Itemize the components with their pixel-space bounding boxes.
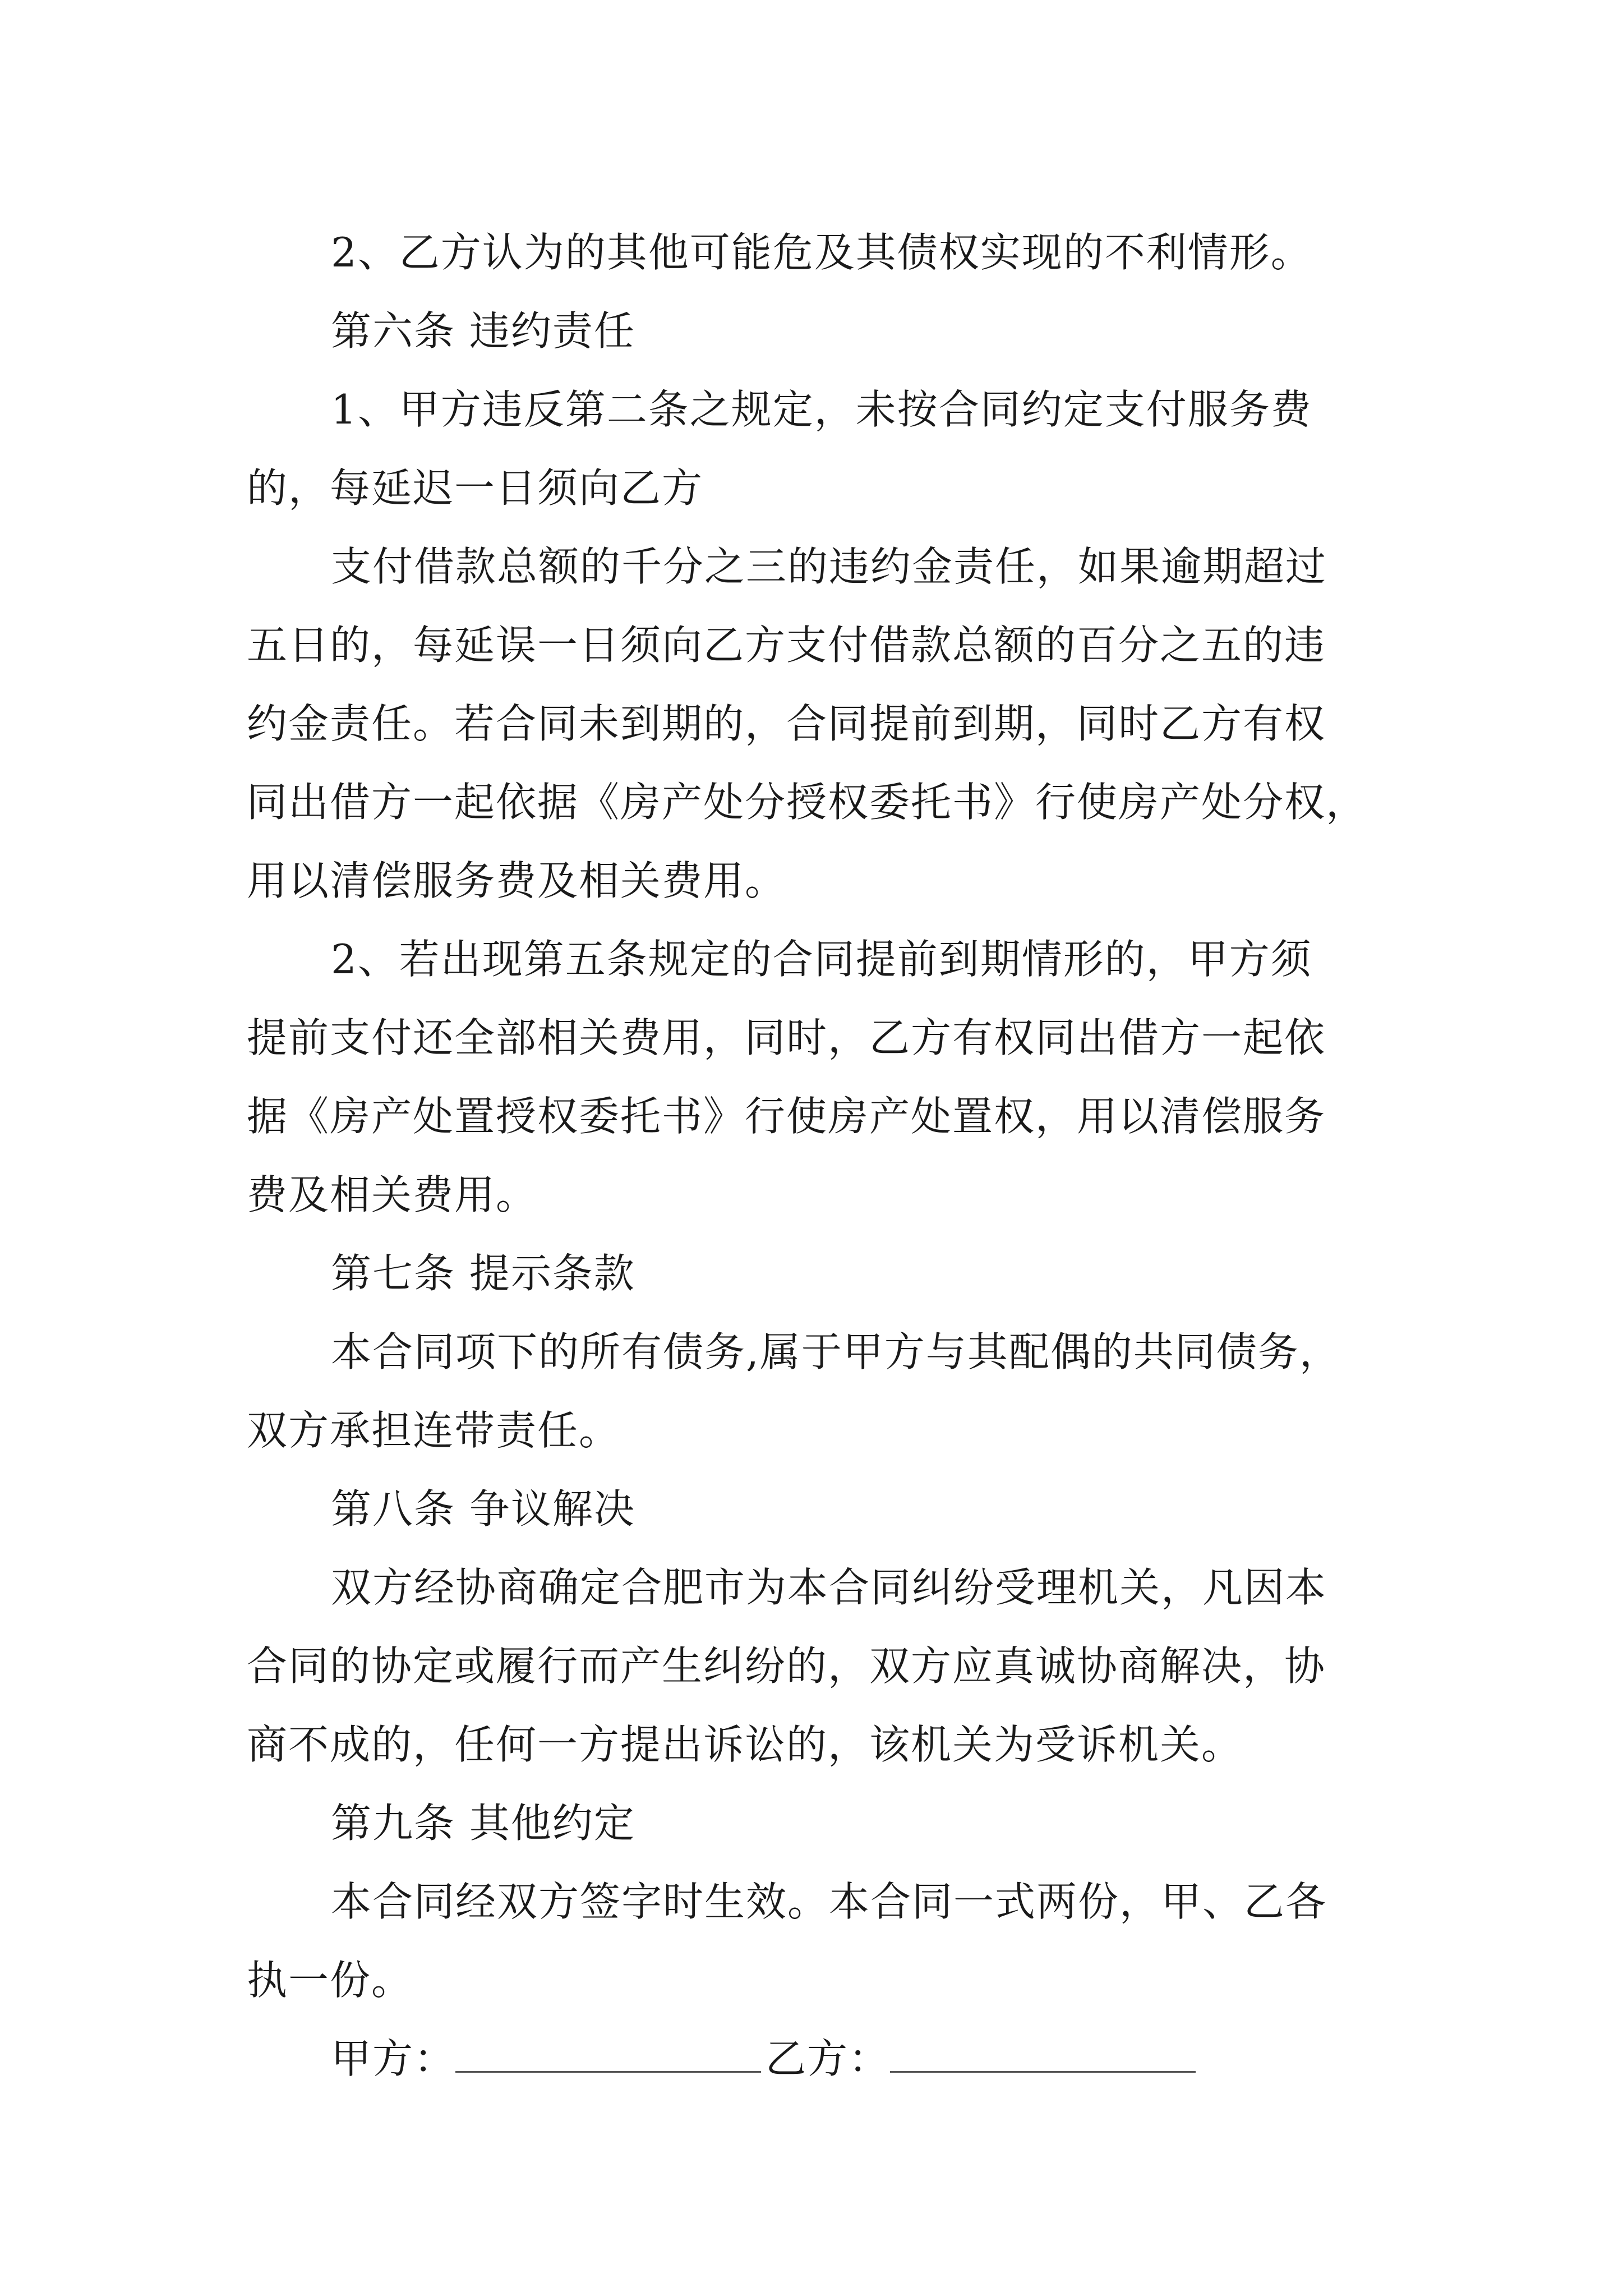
text-line: 商不成的，任何一方提出诉讼的，该机关为受诉机关。 (247, 1721, 1243, 1768)
party-a-label: 甲方： (331, 2035, 456, 2082)
text-line: 据《房产处置授权委托书》行使房产处置权，用以清偿服务 (247, 1093, 1326, 1140)
text-line: 2、乙方认为的其他可能危及其债权实现的不利情形。 (331, 229, 1312, 276)
party-a-signature-line (455, 2032, 761, 2073)
text-line: 费及相关费用。 (247, 1171, 538, 1218)
text-line: 2、若出现第五条规定的合同提前到期情形的，甲方须 (331, 936, 1312, 983)
text-line: 合同的协定或履行而产生纠纷的，双方应真诚协商解决，协 (247, 1642, 1326, 1690)
text-line: 1、甲方违反第二条之规定，未按合同约定支付服务费 (331, 386, 1312, 433)
signature-row (247, 2019, 1391, 2098)
section-heading: 第八条 争议解决 (331, 1485, 635, 1533)
text-line: 执一份。 (247, 1957, 413, 2004)
section-heading: 第九条 其他约定 (331, 1800, 635, 1847)
text-line: 约金责任。若合同未到期的，合同提前到期，同时乙方有权 (247, 700, 1326, 747)
section-heading: 第六条 违约责任 (331, 307, 635, 355)
text-line: 五日的，每延误一日须向乙方支付借款总额的百分之五的违 (247, 622, 1326, 669)
text-line: 同出借方一起依据《房产处分授权委托书》行使房产处分权， (247, 779, 1368, 826)
party-b-label: 乙方： (766, 2035, 891, 2082)
text-line: 支付借款总额的千分之三的违约金责任，如果逾期超过 (331, 543, 1327, 590)
text-line: 提前支付还全部相关费用，同时，乙方有权同出借方一起依 (247, 1014, 1326, 1061)
text-line: 用以清偿服务费及相关费用。 (247, 857, 787, 904)
text-line: 本合同项下的所有债务,属于甲方与其配偶的共同债务， (331, 1328, 1341, 1375)
text-line: 本合同经双方签字时生效。本合同一式两份，甲、乙各 (331, 1878, 1327, 1925)
text-line: 的，每延迟一日须向乙方 (247, 464, 704, 512)
party-b-signature-line (890, 2032, 1196, 2073)
text-line: 双方承担连带责任。 (247, 1407, 621, 1454)
section-heading: 第七条 提示条款 (331, 1250, 635, 1297)
document-body (247, 213, 1391, 2098)
text-line: 双方经协商确定合肥市为本合同纠纷受理机关，凡因本 (331, 1564, 1327, 1611)
